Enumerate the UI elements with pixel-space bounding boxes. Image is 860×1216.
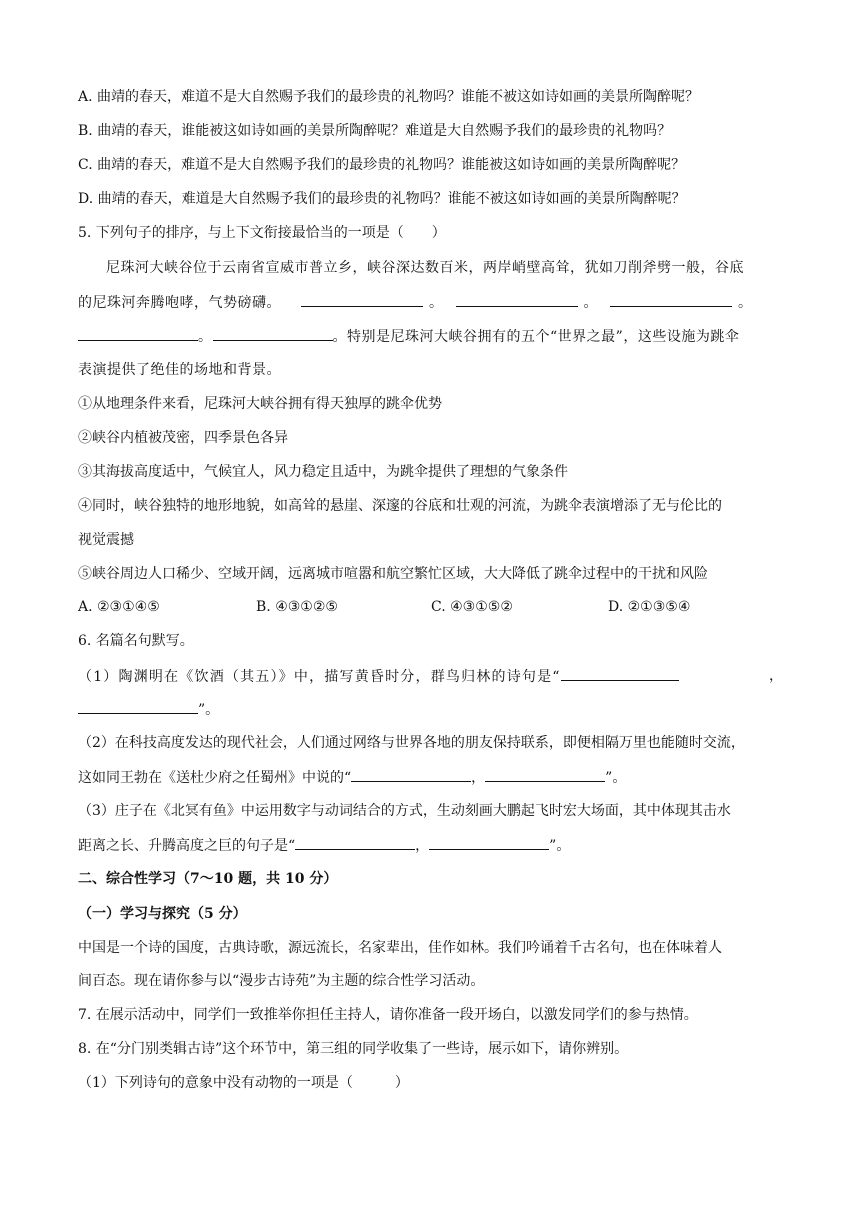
q6-part2-line2: [78, 767, 783, 788]
comma: ，: [415, 838, 430, 854]
q4-option-b: B. 曲靖的春天，谁能被这如诗如画的美景所陶醉呢？难道是大自然赐予我们的最珍贵的礼物吗？: [78, 123, 672, 139]
q6-blank-3[interactable]: [351, 767, 471, 782]
period: 。: [429, 295, 444, 311]
q7-stem: 7. 在展示活动中，同学们一致推举你担任主持人，请你准备一段开场白，以激发同学们的参与热情。: [78, 1007, 698, 1023]
q6-blank-4[interactable]: [485, 767, 605, 782]
q6-blank-1[interactable]: [561, 666, 679, 681]
q5-sentence-4-line1: ④同时，峡谷独特的地形地貌，如高耸的悬崖、深邃的谷底和壮观的河流，为跳伞表演增添了无与伦比的: [78, 498, 722, 514]
q4-option-c: C. 曲靖的春天，难道不是大自然赐予我们的最珍贵的礼物吗？谁能被这如诗如画的美景所陶醉呢？: [78, 157, 686, 173]
section-title: 二、综合性学习（7～10 题，共 10 分）: [78, 871, 338, 887]
intro-line2: 间百态。现在请你参与以“漫步古诗苑”为主题的综合性学习活动。: [78, 973, 485, 989]
q5-blank-1[interactable]: [301, 292, 423, 307]
q5-sentence-2: ②峡谷内植被茂密，四季景色各异: [78, 430, 288, 446]
q5-option-d[interactable]: D. ②①③⑤④: [608, 599, 691, 615]
q8-stem: 8. 在“分门别类辑古诗”这个环节中，第三组的同学收集了一些诗，展示如下，请你辨别。: [78, 1041, 629, 1057]
q5-blank-4[interactable]: [78, 326, 198, 341]
period: 。: [198, 329, 213, 345]
q6-part3-end: ”。: [549, 838, 571, 854]
q6-blank-2[interactable]: [78, 699, 198, 714]
q5-sentence-5: ⑤峡谷周边人口稀少、空域开阔，远离城市喧嚣和航空繁忙区域，大大降低了跳伞过程中的干扰和风险: [78, 566, 708, 582]
q6-part2-prompt: 这如同王勃在《送杜少府之任蜀州》中说的“: [78, 770, 352, 786]
comma: ，: [471, 770, 486, 786]
q5-sentence-3: ③其海拔高度适中，气候宜人，风力稳定且适中，为跳伞提供了理想的气象条件: [78, 464, 568, 480]
q5-option-b[interactable]: B. ④③①②⑤: [256, 599, 338, 615]
comma: ，: [769, 668, 783, 684]
q5-stem: 5. 下列句子的排序，与上下文衔接最恰当的一项是（ ）: [78, 225, 446, 241]
q5-sentence-4-line2: 视觉震撼: [78, 532, 134, 548]
q6-part3-line2: [78, 835, 783, 856]
q6-part1-prompt: （1）陶渊明在《饮酒（其五）》中，描写黄昏时分，群鸟归林的诗句是“: [78, 669, 561, 685]
q5-passage-line3: [78, 326, 783, 347]
q8-part1-stem: （1）下列诗句的意象中没有动物的一项是（ ）: [78, 1075, 409, 1091]
q5-option-c[interactable]: C. ④③①⑤②: [431, 599, 513, 615]
q6-part1-line1: [78, 666, 783, 687]
q5-blank-5[interactable]: [213, 326, 333, 341]
q6-stem: 6. 名篇名句默写。: [78, 633, 194, 649]
q5-blank-3[interactable]: [610, 292, 732, 307]
q5-sentence-1: ①从地理条件来看，尼珠河大峡谷拥有得天独厚的跳伞优势: [78, 396, 442, 412]
q6-part3-prompt: 距离之长、升腾高度之巨的句子是“: [78, 838, 296, 854]
q6-blank-5[interactable]: [295, 835, 415, 850]
q4-option-a: A. 曲靖的春天，难道不是大自然赐予我们的最珍贵的礼物吗？谁能不被这如诗如画的美景所陶醉呢？: [78, 89, 700, 105]
q4-option-d: D. 曲靖的春天，难道是大自然赐予我们的最珍贵的礼物吗？谁能不被这如诗如画的美景所陶醉呢？: [78, 191, 686, 207]
q5-passage-line2: [78, 292, 783, 313]
q6-part2-end: ”。: [605, 770, 627, 786]
q6-part2-line1: （2）在科技高度发达的现代社会，人们通过网络与世界各地的朋友保持联系，即便相隔万里也能随时交流，: [78, 735, 745, 751]
period: 。: [583, 295, 598, 311]
q6-part1-end: ”。: [198, 702, 220, 718]
q6-part3-line1: （3）庄子在《北冥有鱼》中运用数字与动词结合的方式，生动刻画大鹏起飞时宏大场面，其中体现其击水: [78, 803, 731, 819]
q6-blank-6[interactable]: [429, 835, 549, 850]
section-subtitle: （一）学习与探究（5 分）: [78, 906, 247, 922]
q5-passage-line1: 尼珠河大峡谷位于云南省宣威市普立乡，峡谷深达数百米，两岸峭壁高耸，犹如刀削斧劈一般，谷底: [106, 260, 744, 276]
q6-part1-line2: [78, 699, 783, 720]
period: 。: [738, 295, 753, 311]
q5-blank-2[interactable]: [456, 292, 578, 307]
q5-passage-tail: 。特别是尼珠河大峡谷拥有的五个“世界之最”，这些设施为跳伞: [332, 329, 740, 345]
q5-passage-line4: 表演提供了绝佳的场地和背景。: [78, 362, 281, 378]
intro-line1: 中国是一个诗的国度，古典诗歌，源远流长，名家辈出，佳作如林。我们吟诵着千古名句，也在体味着人: [78, 940, 722, 956]
q5-option-a[interactable]: A. ②③①④⑤: [78, 599, 160, 615]
q5-passage-text: 的尼珠河奔腾咆哮，气势磅礴。: [78, 295, 281, 311]
